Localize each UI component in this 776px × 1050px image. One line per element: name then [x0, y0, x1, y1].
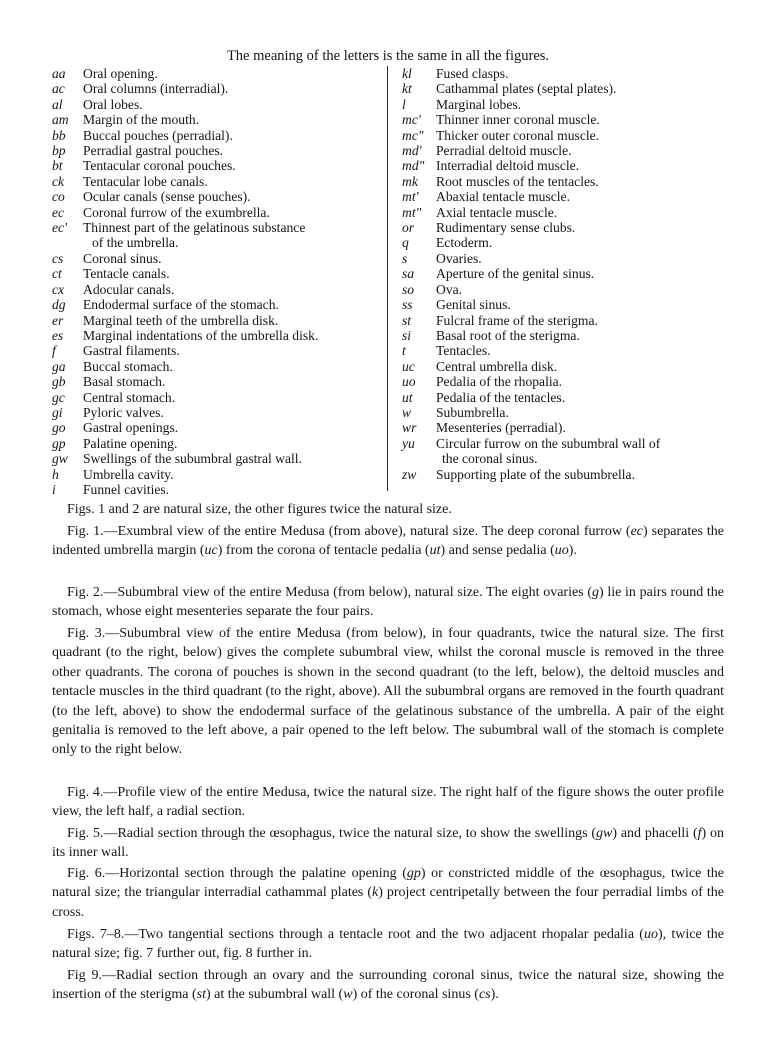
legend-abbreviation: am	[52, 112, 69, 128]
legend-definition: Root muscles of the tentacles.	[436, 173, 599, 189]
legend-definition: Umbrella cavity.	[83, 466, 174, 482]
caption-fig2: Fig. 2.—Subumbral view of the entire Medusa (from below), natural size. The eight ovaries (g) lie in pairs round the stomach, whose eight mesenteries separate the four pairs.	[52, 585, 724, 620]
legend-abbreviation: es	[52, 327, 64, 343]
legend-abbreviation: dg	[52, 297, 66, 313]
legend-definition: Coronal furrow of the exumbrella.	[83, 204, 270, 220]
legend-definition: Abaxial tentacle muscle.	[436, 189, 570, 205]
legend-entry	[402, 235, 732, 250]
legend-definition: Interradial deltoid muscle.	[436, 158, 580, 174]
legend-definition: Oral columns (interradial).	[83, 81, 229, 97]
legend-definition: Ovaries.	[436, 250, 482, 266]
legend-abbreviation: wr	[402, 420, 417, 436]
legend-definition: Adocular canals.	[83, 281, 175, 297]
legend-definition: Genital sinus.	[436, 297, 511, 313]
legend-definition: Marginal teeth of the umbrella disk.	[83, 312, 279, 328]
legend-entry	[402, 390, 732, 405]
legend-definition: Gastral filaments.	[83, 343, 180, 359]
legend-abbreviation: st	[402, 312, 412, 328]
legend-abbreviation: w	[402, 404, 412, 420]
legend-abbreviation: ck	[52, 173, 65, 189]
legend-entry	[52, 451, 377, 466]
legend-definition: Ectoderm.	[436, 235, 493, 251]
legend-definition: Pedalia of the rhopalia.	[436, 374, 563, 390]
legend-definition: Subumbrella.	[436, 404, 509, 420]
legend-entry	[52, 189, 377, 204]
legend-entry	[402, 405, 732, 420]
legend-definition: Central stomach.	[83, 389, 176, 405]
legend-abbreviation: uo	[402, 374, 416, 390]
legend-definition-continuation: of the umbrella.	[92, 235, 179, 251]
legend-entry	[52, 205, 377, 220]
legend-entry	[52, 467, 377, 482]
legend-entry	[52, 128, 377, 143]
legend-entry	[52, 297, 377, 312]
legend-entry	[52, 66, 377, 81]
legend-entry	[52, 420, 377, 435]
legend-abbreviation: l	[402, 96, 406, 112]
legend-abbreviation: gp	[52, 435, 66, 451]
legend-abbreviation: cs	[52, 250, 64, 266]
legend-entry	[52, 328, 377, 343]
legend-definition: Fused clasps.	[436, 66, 509, 81]
legend-entry	[402, 313, 732, 328]
legend-definition: Axial tentacle muscle.	[436, 204, 558, 220]
legend-abbreviation: md'	[402, 143, 422, 159]
legend-definition: Perradial deltoid muscle.	[436, 143, 572, 159]
legend-abbreviation: kt	[402, 81, 412, 97]
legend-entry	[402, 66, 732, 81]
legend-abbreviation: gw	[52, 451, 68, 467]
legend-entry	[402, 282, 732, 297]
legend-entry	[52, 343, 377, 358]
legend-definition: Circular furrow on the subumbral wall of	[436, 435, 661, 451]
legend-entry	[402, 374, 732, 389]
legend-abbreviation: mk	[402, 173, 418, 189]
legend-entry	[52, 266, 377, 281]
legend-abbreviation: ac	[52, 81, 65, 97]
legend-entry	[402, 189, 732, 204]
legend-abbreviation: i	[52, 481, 56, 497]
legend-entry	[402, 128, 732, 143]
legend-abbreviation: aa	[52, 66, 66, 81]
legend-definition: Buccal stomach.	[83, 358, 173, 374]
caption-fig7-8: Figs. 7–8.—Two tangential sections through a tentacle root and the two adjacent rhopalar pedalia (uo), twice the natural size; fig. 7 further out, fig. 8 further in.	[52, 927, 724, 962]
legend-definition: Buccal pouches (perradial).	[83, 127, 233, 143]
legend-definition: Ova.	[436, 281, 463, 297]
legend-entry	[402, 266, 732, 281]
legend-entry	[402, 467, 732, 482]
legend-definition: Basal stomach.	[83, 374, 166, 390]
legend-definition: Oral lobes.	[83, 96, 143, 112]
legend-abbreviation: zw	[402, 466, 417, 482]
legend-left-column	[52, 66, 377, 497]
legend-definition: Mesenteries (perradial).	[436, 420, 566, 436]
legend-entry	[402, 112, 732, 127]
legend-definition: Coronal sinus.	[83, 250, 162, 266]
legend-abbreviation: gi	[52, 404, 63, 420]
legend-definition: Ocular canals (sense pouches).	[83, 189, 251, 205]
legend-abbreviation: kl	[402, 66, 412, 81]
legend-entry	[402, 420, 732, 435]
legend-abbreviation: q	[402, 235, 409, 251]
caption-fig5: Fig. 5.—Radial section through the œsophagus, twice the natural size, to show the swellings (gw) and phacelli (f) on its inner wall.	[52, 826, 724, 861]
caption-fig6: Fig. 6.—Horizontal section through the palatine opening (gp) or constricted middle of the œsophagus, twice the natural size; the triangular interradial cathammal plates (k) project centripetally between the four perradial limbs of the cross.	[52, 866, 724, 920]
legend-entry	[52, 220, 377, 235]
legend-right-column	[402, 66, 732, 482]
legend-heading: The meaning of the letters is the same in all the figures.	[226, 48, 550, 64]
caption-fig3: Fig. 3.—Subumbral view of the entire Medusa (from below), in four quadrants, twice the natural size. The first quadrant (to the right, below) gives the complete subumbral view, whilst the coronal muscle is removed in the three other quadrants. The corona of pouches is shown in the second quadrant (to the left, below), the deltoid muscles and tentacle muscles in the third quadrant (to the right, above). All the subumbral organs are removed in the fourth quadrant (to the left, above) to show the endodermal surface of the gelatinous substance of the umbrella. A pair of the eight genitalia is removed to the left above, a pair opened to the left below. The subumbral wall of the stomach is complete only to the right below.	[52, 626, 724, 758]
caption-fig1: Fig. 1.—Exumbral view of the entire Medusa (from above), natural size. The deep coronal furrow (ec) separates the indented umbrella margin (uc) from the corona of tentacle pedalia (ut) and sense pedalia (uo).	[52, 524, 724, 559]
legend-definition: Basal root of the sterigma.	[436, 327, 580, 343]
legend-abbreviation: ec'	[52, 220, 67, 236]
legend-entry	[52, 112, 377, 127]
legend-definition: Aperture of the genital sinus.	[436, 266, 595, 282]
legend-entry	[402, 205, 732, 220]
legend-definition: Tentacles.	[436, 343, 491, 359]
legend-entry	[402, 251, 732, 266]
legend-abbreviation: ga	[52, 358, 66, 374]
caption-fig4: Fig. 4.—Profile view of the entire Medusa, twice the natural size. The right half of the figure shows the outer profile view, the left half, a radial section.	[52, 785, 724, 820]
legend-definition: Marginal lobes.	[436, 96, 522, 112]
legend-definition: Pedalia of the tentacles.	[436, 389, 566, 405]
legend-abbreviation: so	[402, 281, 415, 297]
legend-abbreviation: mt"	[402, 204, 422, 220]
legend-entry	[402, 143, 732, 158]
caption-intro: Figs. 1 and 2 are natural size, the other figures twice the natural size.	[67, 502, 452, 517]
legend-entry	[52, 359, 377, 374]
legend-abbreviation: h	[52, 466, 59, 482]
legend-entry	[402, 97, 732, 112]
legend-abbreviation: ss	[402, 297, 413, 313]
legend-entry	[52, 174, 377, 189]
legend-definition: Margin of the mouth.	[83, 112, 200, 128]
legend-definition: Cathammal plates (septal plates).	[436, 81, 617, 97]
legend-entry	[402, 297, 732, 312]
legend-definition: Funnel cavities.	[83, 481, 170, 497]
legend-abbreviation: cx	[52, 281, 65, 297]
legend-abbreviation: bp	[52, 143, 66, 159]
legend-abbreviation: or	[402, 220, 415, 236]
legend-definition: Tentacle canals.	[83, 266, 170, 282]
legend-abbreviation: sa	[402, 266, 415, 282]
legend-abbreviation: ut	[402, 389, 413, 405]
legend-abbreviation: s	[402, 250, 408, 266]
legend-definition: Palatine opening.	[83, 435, 178, 451]
legend-entry	[52, 436, 377, 451]
legend-entry	[52, 158, 377, 173]
legend-abbreviation: t	[402, 343, 406, 359]
legend-entry	[52, 251, 377, 266]
legend-definition: Marginal indentations of the umbrella disk.	[83, 327, 319, 343]
legend-definition: Fulcral frame of the sterigma.	[436, 312, 598, 328]
legend-entry	[52, 482, 377, 497]
legend-definition: Rudimentary sense clubs.	[436, 220, 576, 236]
legend-entry	[402, 328, 732, 343]
legend-abbreviation: ct	[52, 266, 62, 282]
legend-entry	[52, 405, 377, 420]
legend-definition-continuation: the coronal sinus.	[442, 451, 538, 467]
legend-definition: Thinnest part of the gelatinous substance	[83, 220, 306, 236]
legend-abbreviation: go	[52, 420, 66, 436]
legend-abbreviation: mc"	[402, 127, 424, 143]
legend-abbreviation: gc	[52, 389, 65, 405]
legend-entry	[52, 97, 377, 112]
caption-fig9: Fig 9.—Radial section through an ovary and the surrounding coronal sinus, twice the natural size, showing the insertion of the sterigma (st) at the subumbral wall (w) of the coronal sinus (cs).	[52, 968, 724, 1003]
legend-abbreviation: al	[52, 96, 63, 112]
legend-abbreviation: mc'	[402, 112, 421, 128]
legend-entry	[402, 343, 732, 358]
legend-definition: Gastral openings.	[83, 420, 179, 436]
legend-definition: Central umbrella disk.	[436, 358, 558, 374]
legend-definition: Thinner inner coronal muscle.	[436, 112, 600, 128]
legend-entry	[52, 313, 377, 328]
legend-abbreviation: si	[402, 327, 412, 343]
legend-definition: Supporting plate of the subumbrella.	[436, 466, 635, 482]
legend-abbreviation: ec	[52, 204, 65, 220]
legend-definition: Tentacular lobe canals.	[83, 173, 208, 189]
legend-abbreviation: md"	[402, 158, 425, 174]
legend-definition: Endodermal surface of the stomach.	[83, 297, 279, 313]
legend-abbreviation: yu	[402, 435, 415, 451]
legend-abbreviation: co	[52, 189, 65, 205]
legend-entry	[402, 359, 732, 374]
legend-entry	[52, 81, 377, 96]
legend-definition: Swellings of the subumbral gastral wall.	[83, 451, 302, 467]
legend-entry	[402, 220, 732, 235]
legend-entry	[52, 390, 377, 405]
legend-abbreviation: mt'	[402, 189, 419, 205]
legend-definition: Perradial gastral pouches.	[83, 143, 224, 159]
legend-abbreviation: bt	[52, 158, 63, 174]
legend-abbreviation: uc	[402, 358, 415, 374]
legend-entry	[52, 374, 377, 389]
legend-abbreviation: er	[52, 312, 64, 328]
legend-abbreviation: bb	[52, 127, 66, 143]
legend-definition: Oral opening.	[83, 66, 158, 81]
legend-entry	[402, 436, 732, 451]
legend-definition: Pyloric valves.	[83, 404, 164, 420]
legend-entry	[402, 81, 732, 96]
legend-entry	[402, 174, 732, 189]
column-divider	[387, 66, 388, 491]
legend-definition: Thicker outer coronal muscle.	[436, 127, 600, 143]
legend-definition: Tentacular coronal pouches.	[83, 158, 236, 174]
legend-abbreviation: gb	[52, 374, 66, 390]
legend-entry	[402, 158, 732, 173]
legend-abbreviation: f	[52, 343, 56, 359]
legend-entry	[52, 282, 377, 297]
legend-entry	[52, 143, 377, 158]
